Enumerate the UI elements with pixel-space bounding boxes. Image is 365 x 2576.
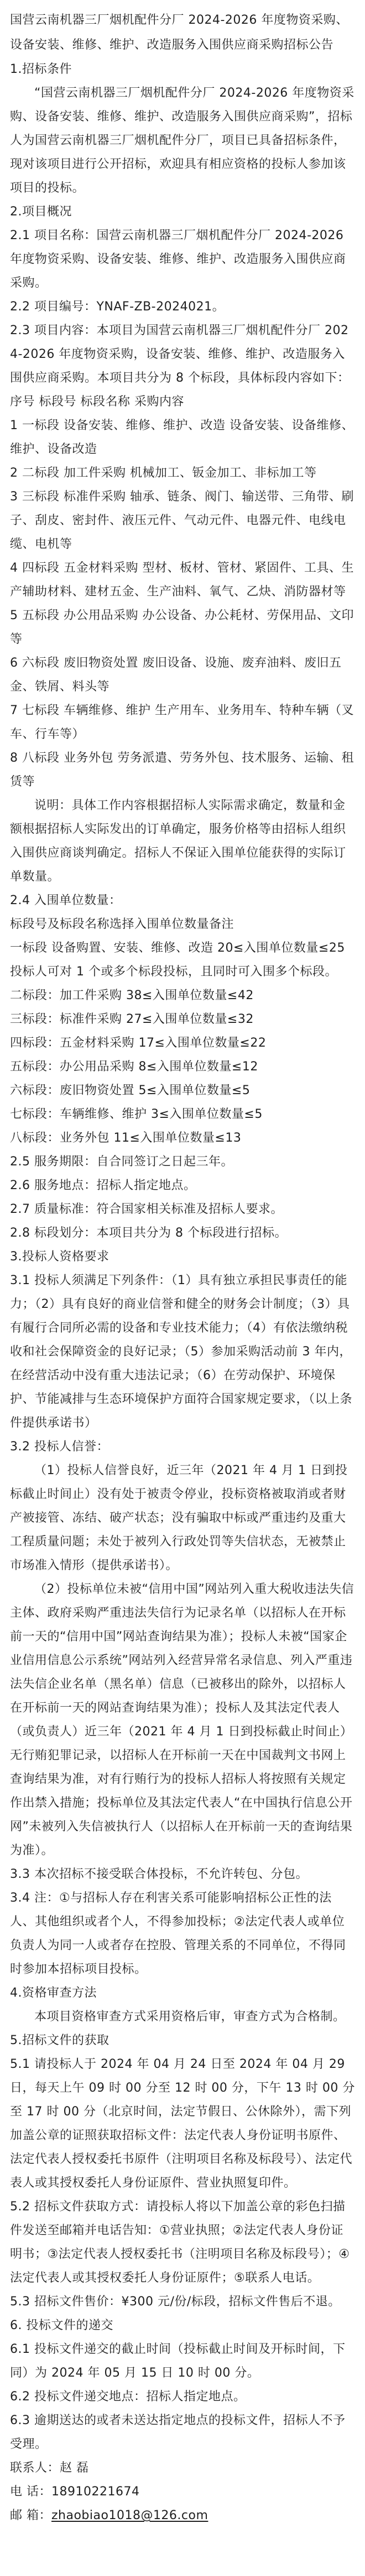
document-paragraph: 一标段 设备购置、安装、维修、改造 20≤入围单位数量≤25 投标人可对 1 个或多个标段投标，且同时可入围多个标段。: [10, 941, 345, 979]
document-paragraph: 6.3 逾期送达的或者未送达指定地点的投标文件，招标人不予受理。: [10, 2414, 346, 2451]
document-paragraph: 2.项目概况: [10, 205, 72, 219]
email-link[interactable]: zhaobiao1018@126.com: [51, 2509, 208, 2522]
document-paragraph: 三标段：标准件采购 27≤入围单位数量≤32: [10, 1012, 254, 1026]
document-paragraph: 六标段：废旧物资处置 5≤入围单位数量≤5: [10, 1084, 251, 1097]
document-paragraph: 6 六标段 废旧物资处置 废旧设备、设施、废弃油料、废旧五金、铁屑、料头等: [10, 656, 342, 694]
document-paragraph: 3 三标段 标准件采购 轴承、链条、阀门、输送带、三角带、刷子、刮皮、密封件、液压元件、气动元件、电器元件、电线电缆、电机等: [10, 490, 354, 551]
document-paragraph: （1）投标人信誉良好，近三年（2021 年 4 月 1 日到投标截止时间止）没有处于被责令停业，投标资格被取消或者财产被接管、冻结、破产状态；没有骗取中标或严重违约及重大工程质量问题；未处于被列入行政处罚等失信状态，无被禁止市场准入情形（提供承诺书）。: [10, 1464, 348, 1572]
document-paragraph: 2.4 入围单位数量：: [10, 894, 122, 907]
document-paragraph: 5.2 招标文件获取方式：请投标人将以下加盖公章的彩色扫描件发送至邮箱并电话告知：①营业执照；②法定代表人身份证明书；③法定代表人授权委托书（注明项目名称及标段号）；④法定代表人或其授权委托人身份证原件；⑤联系人电话。: [10, 2200, 350, 2285]
document-paragraph: 3.2 投标人信誉：: [10, 1440, 109, 1454]
document-paragraph: 1 一标段 设备安装、维修、维护、改造 设备安装、设备维修、维护、设备改造: [10, 419, 354, 456]
document-paragraph: 电 话：18910221674: [10, 2485, 140, 2499]
document-title: 国营云南机器三厂烟机配件分厂 2024-2026 年度物资采购、设备安装、维修、维护、改造服务入围供应商采购招标公告: [10, 13, 348, 52]
document-paragraph: 7 七标段 车辆维修、维护 生产用车、业务用车、特种车辆（叉车、行车等）: [10, 704, 354, 741]
document-paragraph: 5 五标段 办公用品采购 办公设备、办公耗材、劳保用品、文印等: [10, 609, 354, 646]
document-paragraph: 序号 标段号 标段名称 采购内容: [10, 395, 184, 409]
document-paragraph: 3.投标人资格要求: [10, 1250, 109, 1264]
document-paragraph: 4.资格审查方法: [10, 1986, 97, 2000]
document-body: [10, 57, 355, 2527]
document-paragraph: 2.8 标段划分：本项目共分为 8 个标段进行招标。: [10, 1226, 287, 1240]
document-paragraph: 4 四标段 五金材料采购 型材、板材、管材、紧固件、工具、生产辅助材料、建材五金、生产油料、氧气、乙炔、消防器材等: [10, 561, 354, 599]
document-paragraph: 二标段：加工件采购 38≤入围单位数量≤42: [10, 989, 254, 1002]
document-paragraph: [10, 2504, 355, 2527]
document-paragraph: 说明：具体工作内容根据招标人实际需求确定，数量和金额根据招标人实际发出的订单确定，服务价格等由招标人组织入围供应商谈判确定。招标人不保证入围单位能获得的实际订单数量。: [10, 799, 346, 884]
document-paragraph: 6.1 投标文件递交的截止时间（投标截止时间及开标时间，下同）为 2024 年 05 月 15 日 10 时 00 分。: [10, 2342, 346, 2380]
document-paragraph: 2 二标段 加工件采购 机械加工、钣金加工、非标加工等: [10, 466, 317, 480]
document-paragraph: 6.2 投标文件递交地点：招标人指定地点。: [10, 2390, 246, 2404]
document-paragraph: 5.招标文件的获取: [10, 2034, 109, 2047]
document-paragraph: 四标段：五金材料采购 17≤入围单位数量≤22: [10, 1036, 267, 1050]
document-paragraph: 3.4 注：①与招标人存在利害关系可能影响招标公正性的法人、其他组织或者个人，不得参加投标；②法定代表人或单位负责人为同一人或者存在控股、管理关系的不同单位，不得同时参加本招标项目投标。: [10, 1891, 346, 1976]
document-paragraph: 3.1 投标人须满足下列条件：（1）具有独立承担民事责任的能力；（2）具有良好的商业信誉和健全的财务会计制度；（3）具有履行合同所必需的设备和专业技术能力；（4）有依法缴纳税收和社会保障资金的良好记录；（5）参加采购活动前 3 年内，在经营活动中没有重大违法记录；（6）在劳动保护、环境保护、节能减排与生态环境保护方面符合国家规定要求，（以上条件提供承诺书）: [10, 1274, 353, 1430]
document-paragraph: 联系人：赵 磊: [10, 2461, 89, 2475]
document-paragraph: “国营云南机器三厂烟机配件分厂 2024-2026 年度物资采购、设备安装、维修、维护、改造服务入围供应商采购”，招标人为国营云南机器三厂烟机配件分厂，项目已具备招标条件，现对该项目进行公开招标，欢迎具有相应资格的投标人参加该项目的投标。: [10, 86, 354, 195]
document-paragraph: 5.1 请投标人于 2024 年 04 月 24 日至 2024 年 04 月 29 日，每天上午 09 时 00 分至 12 时 00 分，下午 13 时 00 分至 17 时 00 分（北京时间，法定节假日、公休除外），需下列加盖公章的证照获取招标文件：法定代表人身份证明书原件、法定代表人授权委托书原件（注明项目名称及标段号）、法定代表人或其授权委托人身份证原件、营业执照复印件。: [10, 2057, 355, 2190]
document-paragraph: 2.2 项目编号：YNAF-ZB-2024021。: [10, 300, 225, 314]
document-paragraph: 8 八标段 业务外包 劳务派遣、劳务外包、技术服务、运输、租赁等: [10, 751, 354, 789]
document-paragraph: 2.7 质量标准：符合国家相关标准及招标人要求。: [10, 1202, 283, 1216]
document-paragraph: 五标段：办公用品采购 8≤入围单位数量≤12: [10, 1060, 258, 1074]
document-paragraph: 3.3 本次招标不接受联合体投标，不允许转包、分包。: [10, 1867, 308, 1881]
document-paragraph: 2.1 项目名称：国营云南机器三厂烟机配件分厂 2024-2026 年度物资采购、设备安装、维修、维护、改造服务入围供应商采购。: [10, 229, 346, 290]
document-paragraph: 八标段：业务外包 11≤入围单位数量≤13: [10, 1131, 242, 1145]
document-paragraph: 2.3 项目内容：本项目为国营云南机器三厂烟机配件分厂 2024-2026 年度物资采购，设备安装、维修、维护、改造服务入围供应商采购。本项目共分为 8 个标段，具体标段内容如下：: [10, 324, 350, 385]
email-label: 邮 箱：: [10, 2509, 51, 2522]
document-paragraph: 七标段：车辆维修、维护 3≤入围单位数量≤5: [10, 1107, 263, 1121]
document-paragraph: 1.招标条件: [10, 62, 72, 76]
document-paragraph: （2）投标单位未被“信用中国”网站列入重大税收违法失信主体、政府采购严重违法失信行为记录名单（以招标人在开标前一天的“信用中国”网站查询结果为准）；投标人未被“国家企业信用信息公示系统”网站列入经营异常名录信息、列入严重违法失信企业名单（黑名单）信息（已被移出的除外，以招标人在开标前一天的网站查询结果为准）；投标人及其法定代表人（或负责人）近三年（2021 年 4 月 1 日到投标截止时间止）无行贿犯罪记录，以招标人在开标前一天在中国裁判文书网上查询结果为准，对有行贿行为的投标人招标人将按照有关规定作出禁入措施；投标单位及其法定代表人“在中国执行信息公开网”未被列入失信被执行人（以招标人在开标前一天的查询结果为准）。: [10, 1582, 354, 1857]
document-paragraph: 6. 投标文件的递交: [10, 2319, 113, 2332]
document-paragraph: 本项目资格审查方式采用资格后审，审查方式为合格制。: [34, 2010, 346, 2024]
document-paragraph: 2.6 服务地点：招标人指定地点。: [10, 1179, 196, 1192]
document-paragraph: 标段号及标段名称选择入围单位数量备注: [10, 917, 234, 931]
document-paragraph: 5.3 招标文件售价：¥300 元/份/标段，招标文件售后不退。: [10, 2295, 341, 2309]
document-paragraph: 2.5 服务期限：自合同签订之日起三年。: [10, 1155, 233, 1169]
